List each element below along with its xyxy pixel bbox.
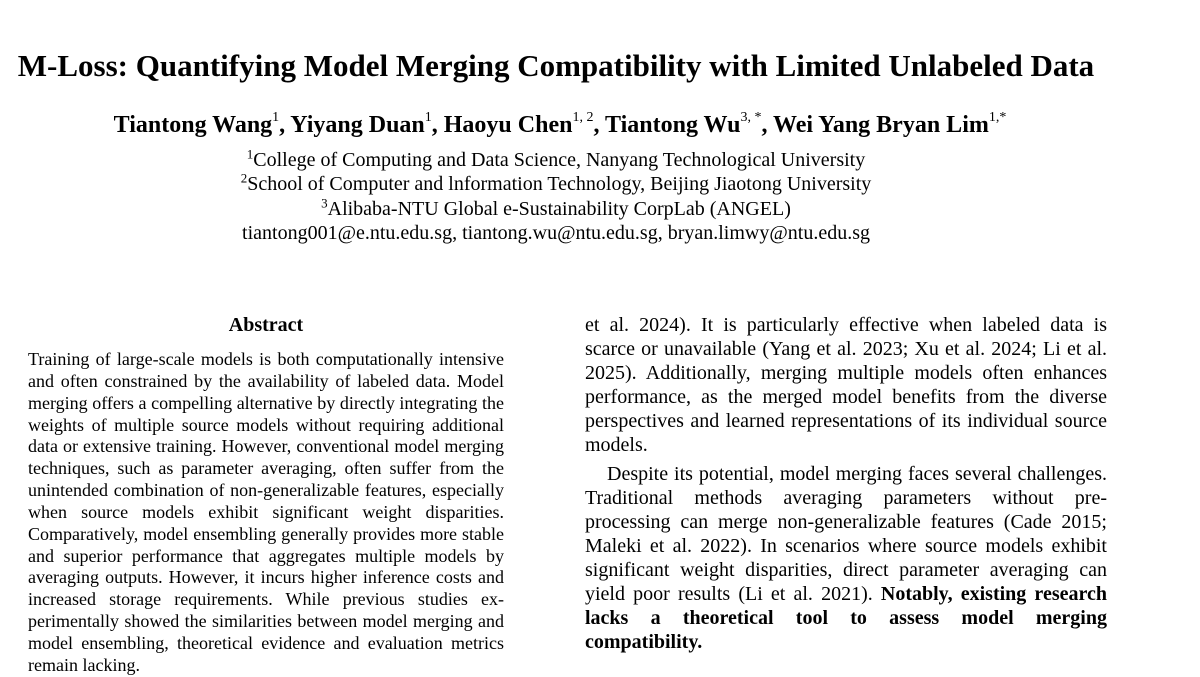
author-affil-marker: 1, 2 — [572, 110, 594, 125]
right-column-body — [585, 313, 1107, 654]
paper-title: M-Loss: Quantifying Model Merging Compatibility with Limited Unlabeled Data — [17, 48, 1095, 83]
author-emails: tiantong001@e.ntu.edu.sg, tiantong.wu@ntu.edu.sg, bryan.limwy@ntu.edu.sg — [242, 221, 870, 244]
affiliations — [0, 148, 1112, 245]
author-list: Tiantong Wang$^1$, Yiyang Duan$^1$, Haoyu Chen$^{1, 2}$, Tiantong $Wu^{3, *}$, Wei Yang Bryan Lim$^{1,*}$ — [113, 110, 1007, 138]
abstract-heading: Abstract — [228, 314, 304, 336]
affiliation-line: $^2$School of Computer and lnformation Technology, Beijing Jiaotong University — [240, 170, 872, 196]
author-affil-marker: 1 — [272, 110, 280, 125]
abstract-text: Training of large-scale models is both computationally intensive and often constrained by the availability of labeled data. Model merging offers a compelling alternative by directly integrating the weights of multiple source models without requiring additional data or extensive training. However, conventional model merging techniques, such as parameter averaging, often suffer from the unintended combination of non-generalizable features, especially when source models exhibit significant weight disparities. Comparatively, model ensembling generally provides more stable and superior performance that aggregates multiple models by averaging outputs. However, it incurs higher inference costs and increased storage requirements. While previous studies experimentally showed the similarities between model merging and model ensembling, theoretical evidence and evaluation metrics remain lacking. — [28, 349, 504, 675]
emphasized-text: Notably, existing research lacks a theoretical tool to assess model merging compatibility. — [585, 583, 1107, 653]
author: Yiyang Duan$^1$ — [290, 110, 432, 138]
body-paragraph: et al. 2024). It is particularly effective when labeled data is scarce or unavailable (Yang et al. 2023; Xu et al. 2024; Li et al. 2025). Additionally, merging multiple models often enhances performance, as the merged model benefits from the diverse perspectives and learned representations of its individual source models. — [585, 314, 1107, 456]
author-affil-marker: 1,* — [988, 110, 1007, 125]
author: Haoyu Chen$^{1, 2}$ — [443, 110, 594, 138]
author-affil-marker: 1 — [424, 110, 432, 125]
author: Wei Yang Bryan Lim$^{1,*}$ — [773, 110, 1007, 138]
body-paragraph: Despite its potential, model merging faces several challenges. Traditional methods averaging parameters without pre-processing can merge non-generalizable features (Cade 2015; Maleki et al. 2022). In scenarios where source models exhibit significant weight disparities, direct parameter averaging can yield poor results (Li et al. 2021). Notably, existing research lacks a theoretical tool to assess model merging compatibility. — [585, 463, 1107, 653]
affiliation-line: $^1$College of Computing and Data Science, Nanyang Technological University — [246, 146, 866, 171]
affiliation-line: $^3$Alibaba-NTU Global e-Sustainability CorpLab (ANGEL) — [321, 194, 791, 220]
author-affil-marker: 3, * — [740, 110, 762, 125]
author: Tiantong Wang$^1$ — [113, 110, 280, 138]
author: Tiantong $Wu^{3, *}$ — [605, 110, 762, 138]
